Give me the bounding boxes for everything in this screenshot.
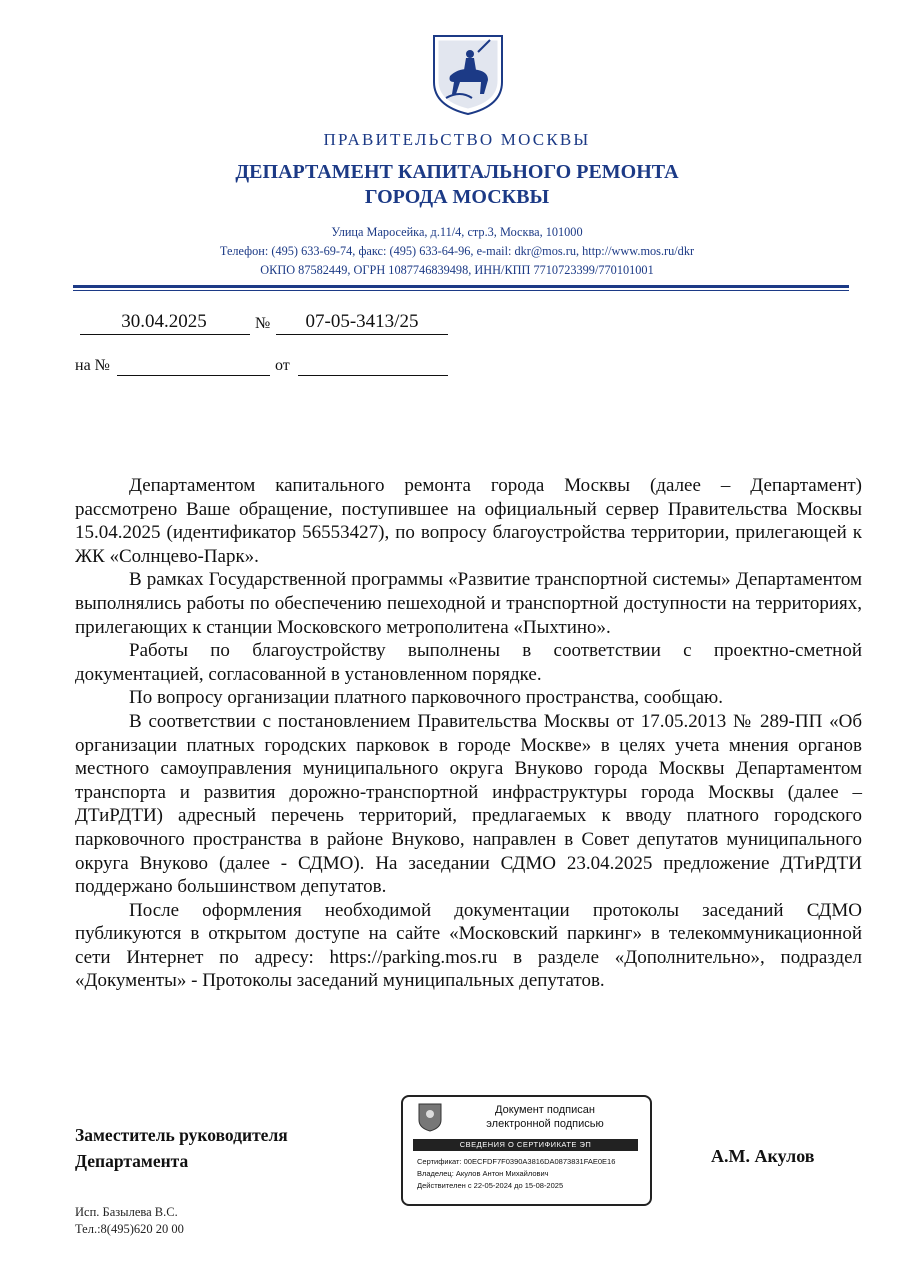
outgoing-number: 07-05-3413/25	[305, 311, 419, 332]
executor-name: Исп. Базылева В.С.	[75, 1205, 178, 1219]
date-underline	[80, 334, 250, 335]
certificate-info-bar: СВЕДЕНИЯ О СЕРТИФИКАТЕ ЭП	[413, 1139, 638, 1151]
body-paragraph: Работы по благоустройству выполнены в соответствии с проектно-сметной документацией, согласованной в установленном порядке.	[75, 640, 862, 685]
department-title	[0, 160, 914, 210]
certificate-validity: Действителен с 22-05-2024 до 15-08-2025	[417, 1181, 564, 1190]
stamp-title-line2: электронной подписью	[486, 1118, 604, 1130]
body-paragraph: Департаментом капитального ремонта города Москвы (далее – Департамент) рассмотрено Ваше обращение, поступившее на официальный сервер Правительства Москвы 15.04.2025 (идентификатор 56553427), по вопросу благоустройства территории, прилегающей к ЖК «Солнцево-Парк».	[75, 475, 862, 567]
body-paragraph: В рамках Государственной программы «Развитие транспортной системы» Департаментом выполнялись работы по обеспечению пешеходной и транспортной доступности на территориях, прилегающих к станции Московского метрополитена «Пыхтино».	[75, 569, 862, 638]
outgoing-date: 30.04.2025	[121, 311, 207, 332]
moscow-coat-of-arms-icon	[430, 32, 506, 116]
letter-body	[75, 474, 862, 993]
signer-position-line2: Департамента	[75, 1151, 189, 1171]
executor-info	[75, 1204, 184, 1238]
certificate-number: Сертификат: 00ECFDF7F0390A3816DA0873831FAE0E16	[417, 1157, 616, 1166]
incoming-date-underline	[298, 375, 448, 376]
stamp-title	[455, 1103, 635, 1131]
signer-position	[75, 1122, 288, 1174]
contacts-line: Телефон: (495) 633-69-74, факс: (495) 633-64-96, e-mail: dkr@mos.ru, http://www.mos.ru/dkr	[219, 244, 695, 258]
stamp-title-line1: Документ подписан	[495, 1104, 595, 1116]
department-title-line1: ДЕПАРТАМЕНТ КАПИТАЛЬНОГО РЕМОНТА	[235, 161, 679, 183]
registry-line: ОКПО 87582449, ОГРН 1087746839498, ИНН/КПП 7710723399/770101001	[260, 263, 654, 277]
coat-of-arms-icon	[417, 1102, 443, 1132]
certificate-owner: Владелец: Акулов Антон Михайлович	[417, 1169, 549, 1178]
header-divider-thin	[73, 290, 849, 291]
electronic-signature-stamp	[401, 1095, 652, 1206]
number-sign: №	[255, 315, 271, 332]
body-paragraph: По вопросу организации платного парковочного пространства, сообщаю.	[129, 687, 723, 709]
body-paragraph: После оформления необходимой документации протоколы заседаний СДМО публикуются в открытом доступе на сайте «Московский паркинг» в телекоммуникационной сети Интернет по адресу: https://parking.mos.ru в разделе «Дополнительно», подраздел «Документы» - Протоколы заседаний муниципальных депутатов.	[75, 899, 862, 992]
address-line: Улица Маросейка, д.11/4, стр.3, Москва, 101000	[331, 225, 583, 239]
executor-phone: Тел.:8(495)620 20 00	[75, 1222, 184, 1236]
body-paragraph: В соответствии с постановлением Правительства Москвы от 17.05.2013 № 289-ПП «Об организации платных городских парковок в городе Москве» в целях учета мнения органов местного самоуправления муниципального округа Внуково города Москвы Департаментом транспорта и развития дорожно-транспортной инфраструктуры города Москвы (далее – ДТиРДТИ) адресный перечень территорий, предлагаемых к вводу платного городского парковочного пространства в районе Внуково, направлен в Совет депутатов муниципального округа Внуково (далее - СДМО). На заседании СДМО 23.04.2025 предложение ДТиРДТИ поддержано большинством депутатов.	[75, 710, 862, 898]
number-underline	[276, 334, 448, 335]
government-title: ПРАВИТЕЛЬСТВО МОСКВЫ	[323, 130, 591, 149]
header-divider-thick	[73, 285, 849, 288]
signer-name: А.М. Акулов	[711, 1146, 815, 1166]
incoming-number-underline	[117, 375, 270, 376]
incoming-number-label: на №	[75, 357, 110, 374]
incoming-date-label: от	[275, 357, 290, 374]
department-title-line2: ГОРОДА МОСКВЫ	[364, 186, 550, 208]
signer-position-line1: Заместитель руководителя	[75, 1125, 288, 1145]
